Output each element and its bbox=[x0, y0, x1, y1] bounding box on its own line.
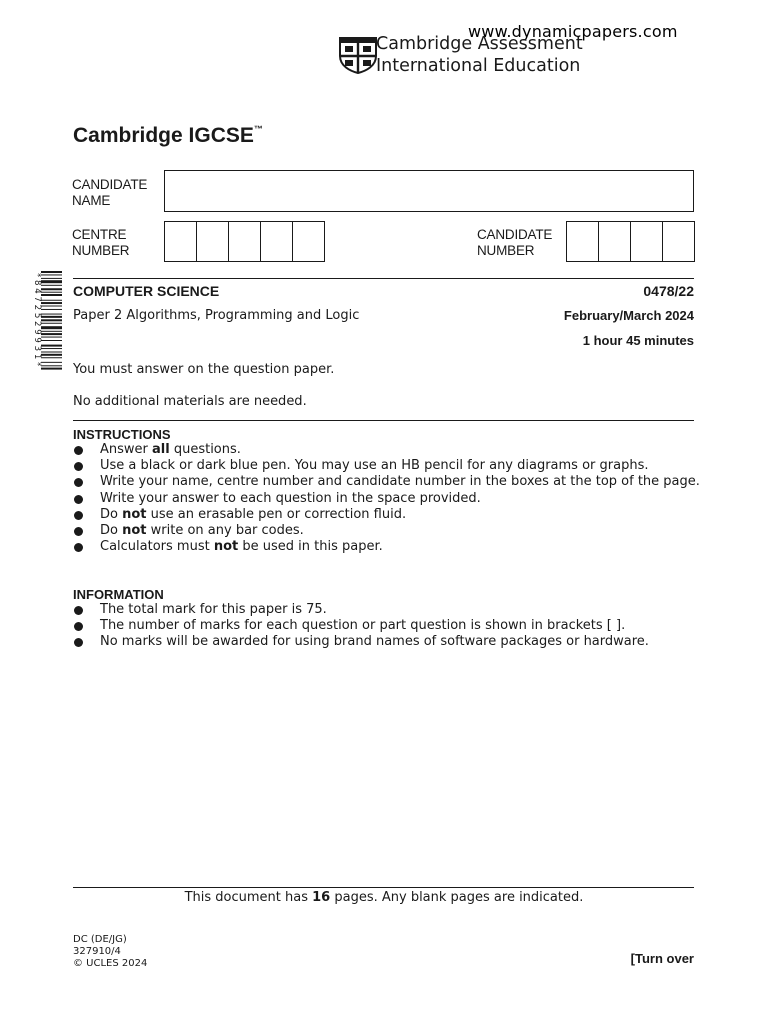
bullet-icon bbox=[74, 638, 83, 647]
copyright-notice: © UCLES 2024 bbox=[73, 958, 148, 969]
instruction-text: use an erasable pen or correction fluid. bbox=[146, 506, 407, 522]
centre-number-field[interactable] bbox=[164, 221, 325, 262]
answer-note: You must answer on the question paper. bbox=[73, 362, 335, 377]
barcode-bar bbox=[41, 357, 62, 358]
candidate-number-label bbox=[477, 227, 552, 258]
list-item bbox=[73, 539, 700, 555]
centre-number-digit-box[interactable] bbox=[292, 221, 325, 262]
information-list bbox=[73, 602, 649, 651]
list-item bbox=[73, 458, 700, 474]
barcode-bar bbox=[41, 319, 62, 321]
materials-note: No additional materials are needed. bbox=[73, 394, 307, 409]
shield-crest-icon bbox=[338, 36, 378, 74]
bullet-icon bbox=[74, 495, 83, 504]
list-item bbox=[73, 602, 649, 618]
barcode-bar bbox=[41, 352, 62, 353]
candidate-number-digit-box[interactable] bbox=[630, 221, 663, 262]
divider-bottom bbox=[73, 887, 694, 888]
qualification-title bbox=[73, 124, 263, 148]
information-text: The number of marks for each question or part question is shown in brackets [ ]. bbox=[100, 618, 626, 634]
watermark-url: www.dynamicpapers.com bbox=[468, 22, 678, 41]
subject-title: COMPUTER SCIENCE bbox=[73, 283, 220, 299]
centre-number-digit-box[interactable] bbox=[196, 221, 229, 262]
syllabus-code: 0478/22 bbox=[643, 283, 694, 299]
candidate-number-digit-box[interactable] bbox=[566, 221, 599, 262]
barcode-bar bbox=[41, 294, 62, 296]
list-item bbox=[73, 618, 649, 634]
logo-text-international: International Education bbox=[376, 56, 581, 76]
instruction-emphasis: not bbox=[122, 506, 147, 522]
exam-session: February/March 2024 bbox=[563, 308, 694, 323]
list-item bbox=[73, 474, 700, 490]
instructions-list bbox=[73, 442, 700, 555]
barcode-bar bbox=[41, 302, 62, 304]
barcode-bar bbox=[41, 306, 62, 307]
candidate-number-label-line2: NUMBER bbox=[477, 242, 535, 258]
list-item bbox=[73, 634, 649, 650]
bullet-icon bbox=[74, 543, 83, 552]
list-item bbox=[73, 442, 700, 458]
centre-number-digit-box[interactable] bbox=[260, 221, 293, 262]
instruction-text: Write your name, centre number and candidate number in the boxes at the top of the page. bbox=[100, 474, 700, 490]
barcode-bar bbox=[41, 354, 62, 356]
list-item bbox=[73, 507, 700, 523]
list-item bbox=[73, 523, 700, 539]
bullet-icon bbox=[74, 622, 83, 631]
barcode-bar bbox=[41, 285, 62, 286]
candidate-name-label-line2: NAME bbox=[72, 192, 111, 208]
page-count-suffix: pages. Any blank pages are indicated. bbox=[330, 890, 584, 905]
candidate-name-label-line1: CANDIDATE bbox=[72, 177, 148, 192]
barcode-bar bbox=[41, 274, 62, 275]
barcode-bar bbox=[41, 348, 62, 349]
barcode-bar bbox=[41, 333, 62, 335]
bullet-icon bbox=[74, 606, 83, 615]
centre-number-digit-box[interactable] bbox=[164, 221, 197, 262]
centre-number-digit-box[interactable] bbox=[228, 221, 261, 262]
barcode-bar bbox=[41, 309, 62, 310]
candidate-number-digit-box[interactable] bbox=[662, 221, 695, 262]
candidate-number-label-line1: CANDIDATE bbox=[477, 227, 553, 242]
divider-middle bbox=[73, 420, 694, 421]
information-text: No marks will be awarded for using brand names of software packages or hardware. bbox=[100, 634, 649, 650]
instruction-emphasis: all bbox=[152, 442, 170, 457]
instruction-text: Use a black or dark blue pen. You may use an HB pencil for any diagrams or graphs. bbox=[100, 458, 649, 474]
instruction-text: be used in this paper. bbox=[238, 539, 383, 555]
barcode-bar bbox=[41, 345, 62, 347]
barcode-digits: * 8 4 7 2 5 2 9 9 3 1 * bbox=[32, 273, 42, 367]
barcode-bar bbox=[41, 340, 62, 341]
trademark-symbol: ™ bbox=[253, 124, 263, 134]
instruction-text: write on any bar codes. bbox=[146, 522, 304, 538]
instruction-text: Calculators must bbox=[100, 539, 214, 555]
page-count-prefix: This document has bbox=[184, 890, 313, 905]
logo-text-assessment: Cambridge Assessment bbox=[376, 34, 583, 54]
barcode-bar bbox=[41, 314, 62, 315]
bullet-icon bbox=[74, 478, 83, 487]
barcode-bar bbox=[41, 292, 62, 293]
information-heading: INFORMATION bbox=[73, 587, 164, 602]
barcode-bar bbox=[41, 368, 62, 370]
barcode-bar bbox=[41, 331, 62, 332]
centre-number-label-line2: NUMBER bbox=[72, 242, 130, 258]
information-text: The total mark for this paper is 75. bbox=[100, 602, 327, 617]
qualification-name: Cambridge IGCSE bbox=[73, 124, 254, 147]
barcode-bar bbox=[41, 288, 62, 290]
page-count-number: 16 bbox=[312, 890, 331, 905]
instructions-heading: INSTRUCTIONS bbox=[73, 427, 171, 442]
barcode-bar bbox=[41, 362, 62, 363]
turn-over-label: [Turn over bbox=[630, 951, 694, 966]
barcode-bar bbox=[41, 326, 62, 329]
paper-title: Paper 2 Algorithms, Programming and Logic bbox=[73, 308, 360, 323]
bullet-icon bbox=[74, 527, 83, 536]
centre-number-label bbox=[72, 227, 129, 258]
exam-duration: 1 hour 45 minutes bbox=[582, 333, 694, 348]
instruction-text: Answer bbox=[100, 442, 153, 457]
barcode-bar bbox=[41, 337, 62, 338]
barcode-bar bbox=[41, 323, 62, 324]
instruction-text: questions. bbox=[169, 442, 241, 457]
list-item bbox=[73, 491, 700, 507]
bullet-icon bbox=[74, 511, 83, 520]
reference-code-2: 327910/4 bbox=[73, 946, 121, 957]
barcode-bar bbox=[41, 280, 62, 283]
barcode-bar bbox=[41, 278, 62, 279]
instruction-text: Write your answer to each question in the space provided. bbox=[100, 490, 481, 506]
bullet-icon bbox=[74, 446, 83, 455]
candidate-number-digit-box[interactable] bbox=[598, 221, 631, 262]
instruction-text: Do bbox=[100, 506, 123, 522]
instruction-text: Do bbox=[100, 522, 123, 538]
barcode-bar bbox=[41, 365, 62, 366]
centre-number-label-line1: CENTRE bbox=[72, 227, 127, 242]
divider-top bbox=[73, 278, 694, 279]
reference-code-1: DC (DE/JG) bbox=[73, 934, 127, 945]
barcode-bar bbox=[41, 271, 62, 273]
barcode-bar bbox=[41, 300, 62, 301]
page-count-note bbox=[0, 890, 768, 905]
instruction-emphasis: not bbox=[122, 522, 147, 538]
instruction-emphasis: not bbox=[213, 539, 239, 555]
barcode-bar bbox=[41, 316, 62, 318]
bullet-icon bbox=[74, 462, 83, 471]
candidate-number-field[interactable] bbox=[566, 221, 695, 262]
barcode-graphic bbox=[30, 271, 62, 411]
candidate-name-label bbox=[72, 177, 147, 208]
candidate-name-field[interactable] bbox=[164, 170, 694, 212]
